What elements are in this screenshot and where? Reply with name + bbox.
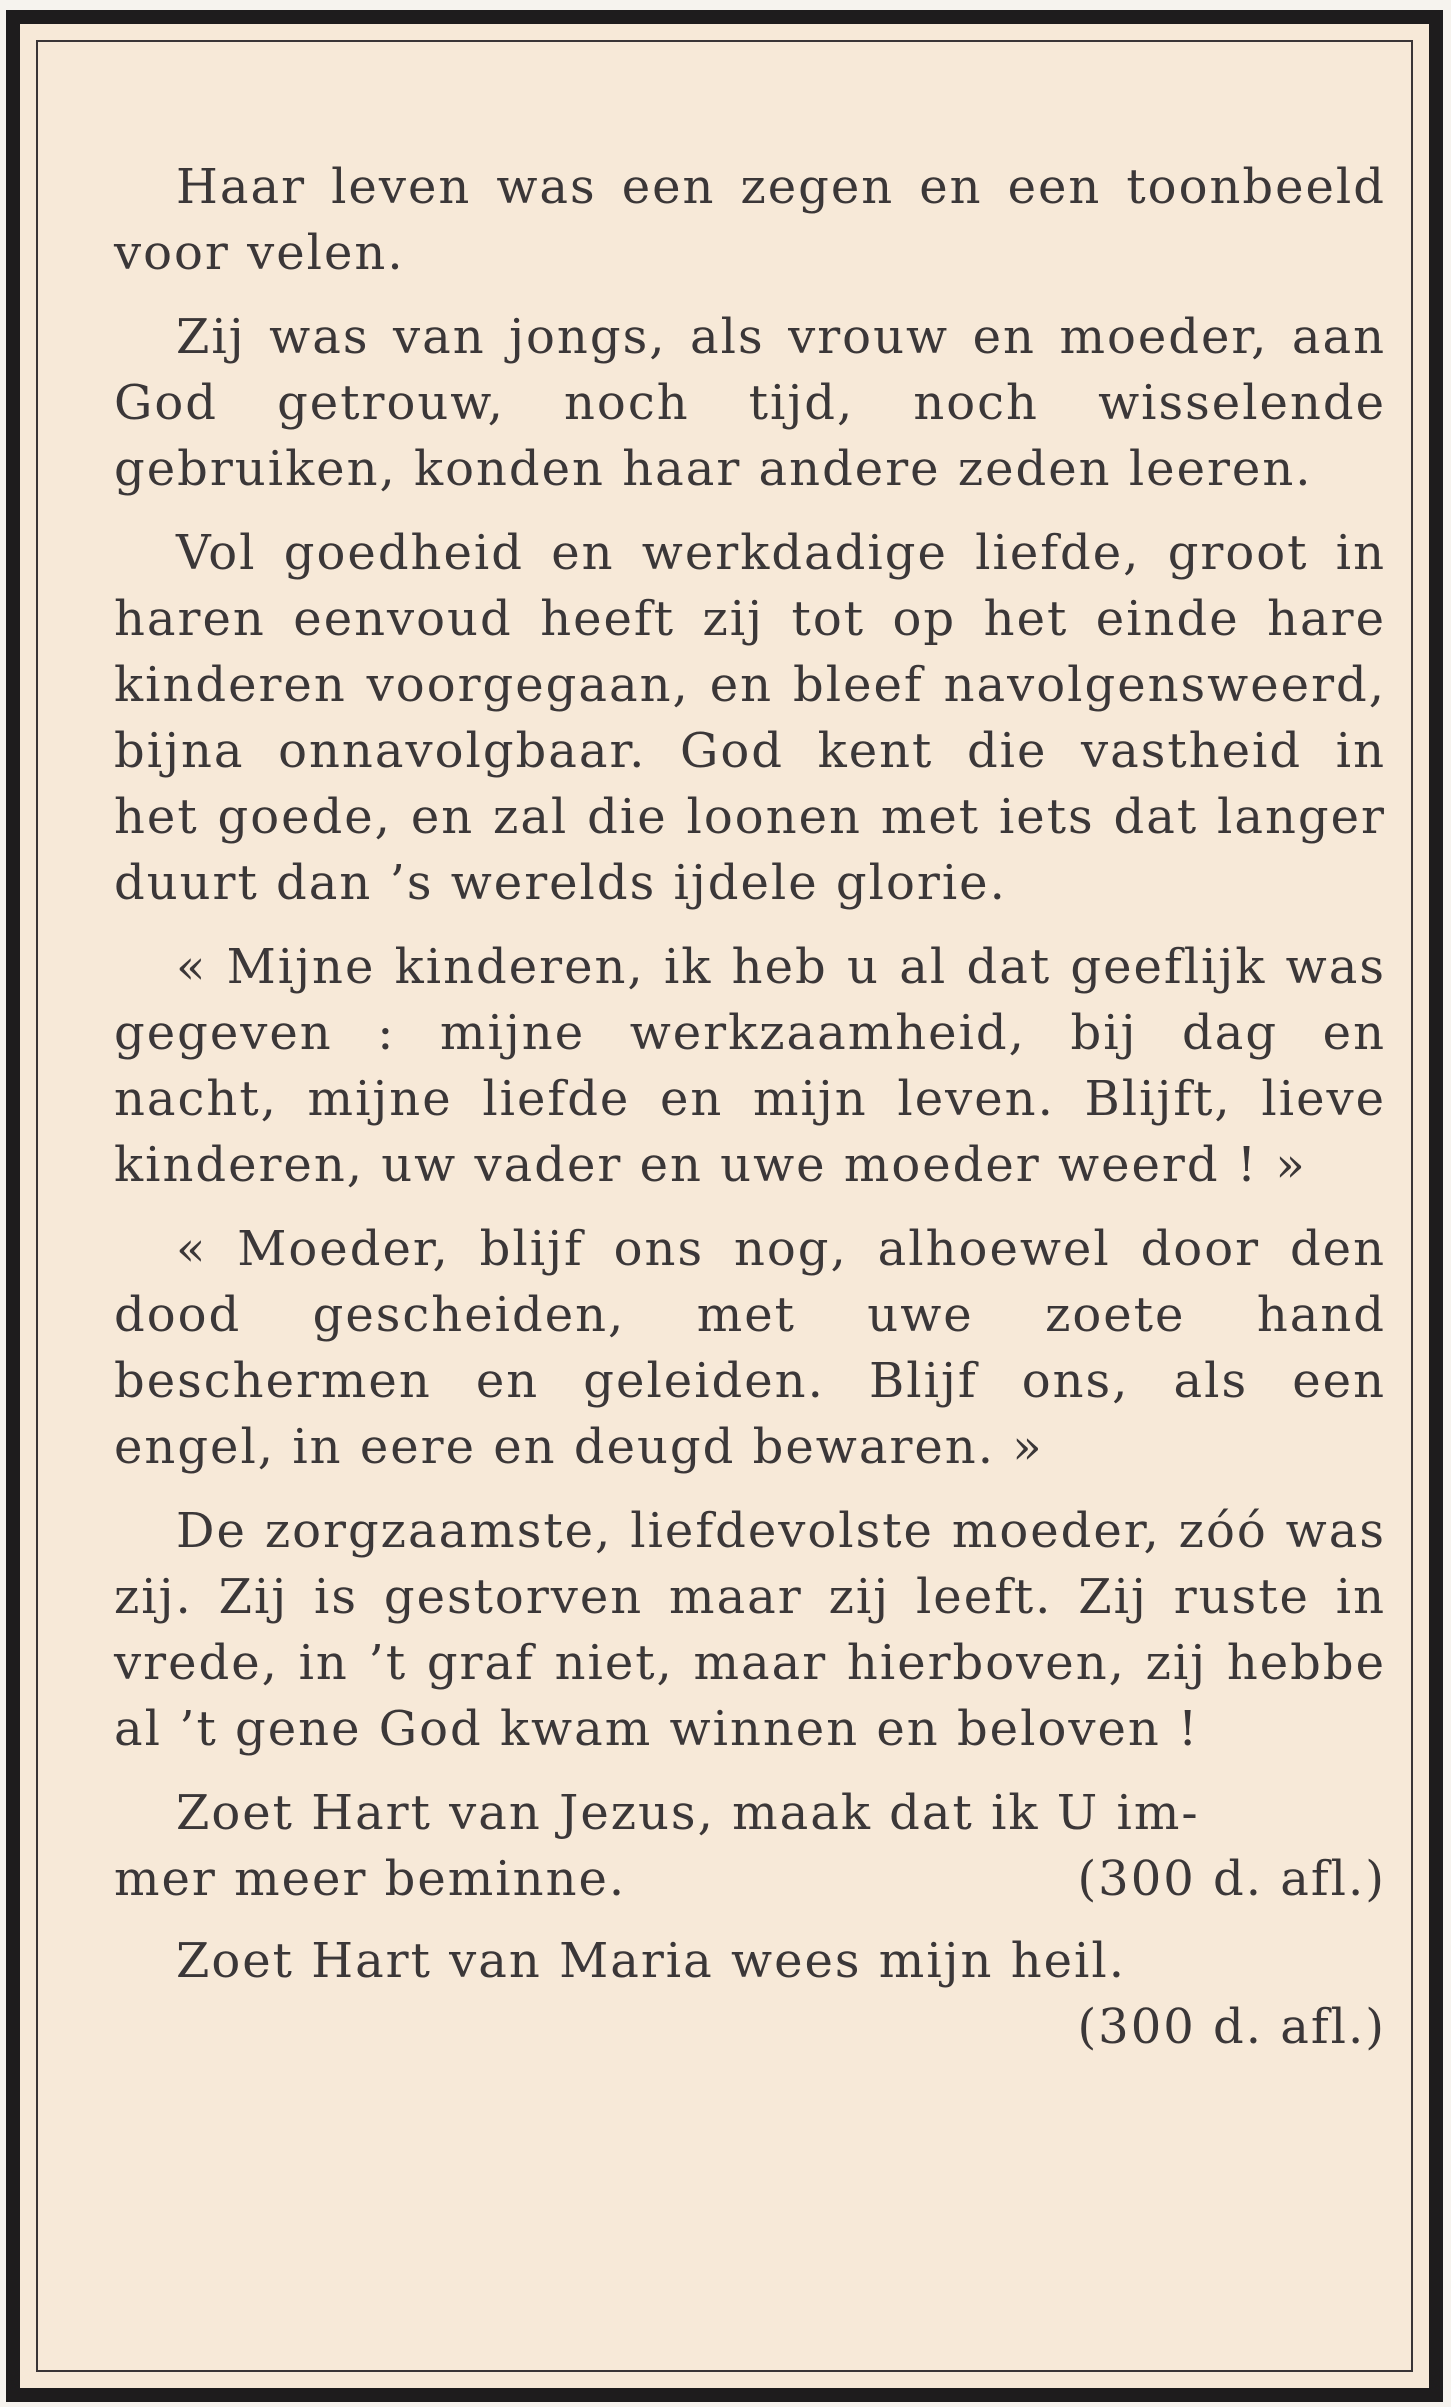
prayer-2-indulgence: (300 d. afl.) — [1077, 1999, 1386, 2055]
paragraph-2: Zij was van jongs, als vrouw en moeder, aan God getrouw, noch tijd, noch wisselende gebruiken, konden haar andere zeden leeren. — [114, 309, 1386, 497]
paragraph-5-mother-quote: « Moeder, blijf ons nog, alhoewel door den dood gescheiden, met uwe zoete hand beschermen en geleiden. Blijf ons, als een engel, in eere en deugd bewaren. » — [114, 1221, 1386, 1475]
memorial-card — [6, 10, 1443, 2402]
paragraph-1: Haar leven was een zegen en een toonbeeld voor velen. — [114, 159, 1386, 281]
prayer-sacred-heart-mary — [114, 1928, 1386, 2060]
prayer-1-line-1: Zoet Hart van Jezus, maak dat ik U im- — [176, 1785, 1200, 1841]
prayer-1-indulgence: (300 d. afl.) — [1077, 1851, 1386, 1907]
paragraph-6: De zorgzaamste, liefdevolste moeder, zóó was zij. Zij is gestorven maar zij leeft. Zij ruste in vrede, in ’t graf niet, maar hierboven, zij hebbe al ’t gene God kwam winnen en beloven ! — [114, 1503, 1386, 1757]
paragraph-4-children-quote: « Mijne kinderen, ik heb u al dat geeflijk was gegeven : mijne werkzaamheid, bij dag en nacht, mijne liefde en mijn leven. Blijft, lieve kinderen, uw vader en uwe moeder weerd ! » — [114, 939, 1386, 1193]
paragraph-3: Vol goedheid en werkdadige liefde, groot in haren eenvoud heeft zij tot op het einde hare kinderen voorgegaan, en bleef navolgensweerd, bijna onnavolgbaar. God kent die vastheid in het goede, en zal die loonen met iets dat langer duurt dan ’s werelds ijdele glorie. — [114, 525, 1386, 911]
prayer-2-line-1: Zoet Hart van Maria wees mijn heil. — [176, 1933, 1127, 1989]
card-text — [114, 154, 1386, 2060]
prayer-1-line-2: mer meer beminne. — [114, 1851, 627, 1907]
prayer-sacred-heart-jesus — [114, 1780, 1386, 1912]
